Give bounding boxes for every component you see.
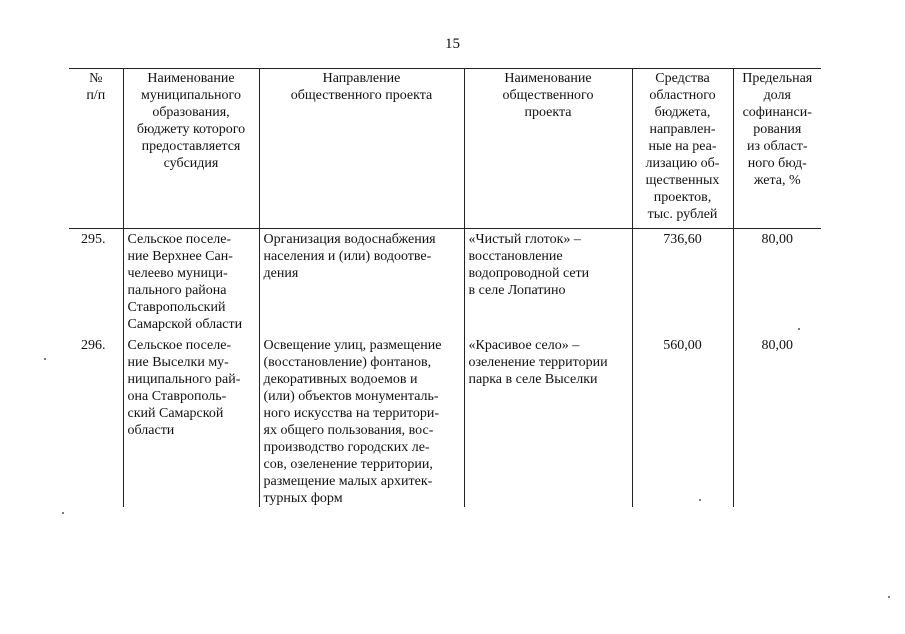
project-name-cell: «Красивое село» – озеленение территории парка в селе Выселки [464, 333, 632, 507]
share-cell: 80,00 [733, 333, 821, 507]
municipality-cell: Сельское поселе- ние Верхнее Сан- челеево муници- пального района Ставропольский Самарской области [123, 229, 259, 334]
header-cofinancing-share: Предельная доля софинанси- рования из област- ного бюд- жета, % [733, 69, 821, 229]
header-funds: Средства областного бюджета, направлен- ные на реа- лизацию об- щественных проектов, тыс. рублей [632, 69, 733, 229]
direction-cell: Организация водоснабжения населения и (или) водоотве- дения [259, 229, 464, 334]
row-number: 295. [69, 229, 123, 334]
table-row [69, 229, 821, 334]
direction-cell: Освещение улиц, размещение (восстановление) фонтанов, декоративных водоемов и (или) объектов монументаль- ного искусства на территори- ях общего пользования, вос- производство городских ле- сов, озеленение территории, размещение малых архитек- турных форм [259, 333, 464, 507]
header-municipality: Наименование муниципального образования, бюджету которого предоставляется субсидия [123, 69, 259, 229]
funds-cell: 736,60 [632, 229, 733, 334]
table-header-row [69, 69, 821, 229]
page-number: 15 [445, 36, 460, 52]
header-number: № п/п [69, 69, 123, 229]
scan-speck [44, 358, 46, 360]
scan-speck [62, 512, 64, 514]
share-cell: 80,00 [733, 229, 821, 334]
subsidy-table [69, 68, 821, 507]
scan-speck [699, 499, 701, 501]
scan-speck [888, 596, 890, 598]
project-name-cell: «Чистый глоток» – восстановление водопроводной сети в селе Лопатино [464, 229, 632, 334]
funds-cell: 560,00 [632, 333, 733, 507]
municipality-cell: Сельское поселе- ние Выселки му- ниципального рай- она Ставрополь- ский Самарской области [123, 333, 259, 507]
table-row [69, 333, 821, 507]
scan-speck [798, 328, 800, 330]
row-number: 296. [69, 333, 123, 507]
header-project-name: Наименование общественного проекта [464, 69, 632, 229]
header-direction: Направление общественного проекта [259, 69, 464, 229]
